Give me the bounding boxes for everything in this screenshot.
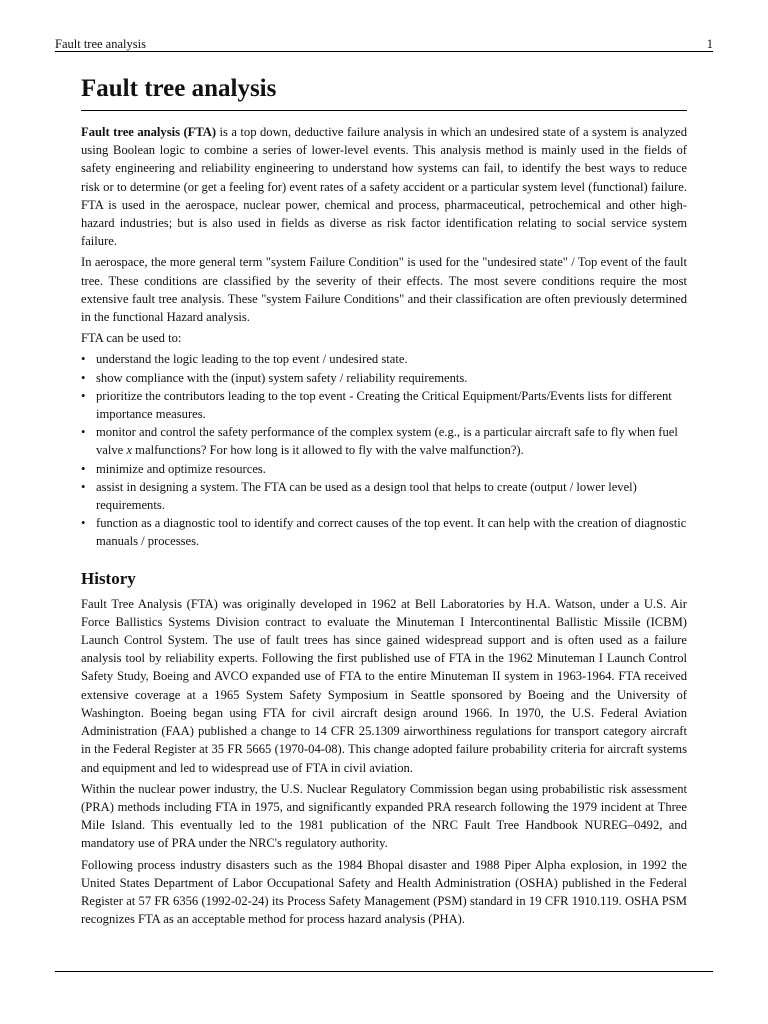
intro-text: is a top down, deductive failure analysis in which an undesired state of a system is analyzed using Boolean logic to combine a series of lower-level events. This analysis method is mainly used in the fields of safety engineering and reliability engineering to understand how systems can fail, to identify the best ways to reduce risk or to determine (or get a feeling for) event rates of a safety accident or a particular system level (functional) failure. FTA is used in the aerospace, nuclear power, chemical and process, pharmaceutical, petrochemical and other high-hazard industries; but is also used in fields as diverse as risk factor identification relating to social service system failure. [81,125,688,249]
list-item: • minimize and optimize resources. [81,460,687,478]
history-paragraph: Within the nuclear power industry, the U.S. Nuclear Regulatory Commission began using probabilistic risk assessment (PRA) methods including FTA in 1975, and significantly expanded PRA research following the 1979 incident at Three Mile Island. This eventually led to the 1981 publication of the NRC Fault Tree Handbook NUREG–0492, and mandatory use of PRA under the NRC's regulatory authority. [81,781,687,851]
history-paragraph: Following process industry disasters such as the 1984 Bhopal disaster and 1988 Piper Alpha explosion, in 1992 the United States Department of Labor Occupational Safety and Health Administration (OSHA) published in the Federal Register at 57 FR 6356 (1992-02-24) its Process Safety Management (PSM) standard in 19 CFR 1910.119. OSHA PSM recognizes FTA as an acceptable method for process hazard analysis (PHA). [81,857,687,927]
list-item: • prioritize the contributors leading to the top event - Creating the Critical Equipment/Parts/Events lists for different importance measures. [81,388,672,422]
footer-rule [55,971,713,972]
bullet-icon: • [81,388,86,403]
intro-term: Fault tree analysis (FTA) [81,125,217,139]
bullet-icon: • [81,352,86,367]
history-paragraph: Fault Tree Analysis (FTA) was originally developed in 1962 at Bell Laboratories by H.A. Watson, under a U.S. Air Force Ballistics Systems Division contract to evaluate the Minuteman I Intercontinental Ballistic Missile (ICBM) Launch Control System. The use of fault trees has since gained widespread support and is often used as a failure analysis tool by reliability experts. Following the first published use of FTA in the 1962 Minuteman I Launch Control Safety Study, Boeing and AVCO expanded use of FTA to the entire Minuteman II system in 1963-1964. FTA received extensive coverage at a 1965 System Safety Symposium in Seattle sponsored by Boeing and the University of Washington. Boeing began using FTA for civil aircraft design around 1966. In 1970, the U.S. Federal Aviation Administration (FAA) published a change to 14 CFR 25.1309 airworthiness regulations for transport category aircraft in the Federal Register at 35 FR 5665 (1970-04-08). This change adopted failure probability criteria for aircraft systems and equipment and led to widespread use of FTA in civil aviation. [81,596,687,775]
bullet-icon: • [81,461,86,476]
intro-paragraph [81,123,687,250]
article-body [81,72,687,931]
list-item: • show compliance with the (input) system safety / reliability requirements. [81,369,687,387]
bullet-icon: • [81,516,86,531]
uses-intro: FTA can be used to: [81,331,182,346]
page-number: 1 [706,37,713,51]
aerospace-paragraph: In aerospace, the more general term "system Failure Condition" is used for the "undesired state" / Top event of the fault tree. These conditions are classified by the severity of their effects. The most severe conditions require the most extensive fault tree analysis. These "system Failure Conditions" and their classification are often previously determined in the functional Hazard analysis. [81,255,687,325]
bullet-icon: • [81,370,86,385]
uses-list [81,350,687,550]
running-header [55,36,713,52]
header-rule [55,51,713,52]
list-item: • function as a diagnostic tool to identify and correct causes of the top event. It can help with the creation of diagnostic manuals / processes. [81,516,687,549]
bullet-icon: • [81,425,86,440]
list-item: • monitor and control the safety performance of the complex system (e.g., is a particular aircraft safe to fly when fuel valve x malfunctions? For how long is it allowed to fly with the valve malfunction?). [81,425,678,458]
running-title: Fault tree analysis [55,37,146,51]
page-title: Fault tree analysis [81,72,687,111]
list-item: • understand the logic leading to the top event / undesired state. [81,350,687,368]
history-heading: History [81,568,136,588]
bullet-icon: • [81,479,86,494]
list-item: • assist in designing a system. The FTA can be used as a design tool that helps to create (output / lower level) requirements. [81,479,637,513]
variable-x: x [126,443,133,458]
